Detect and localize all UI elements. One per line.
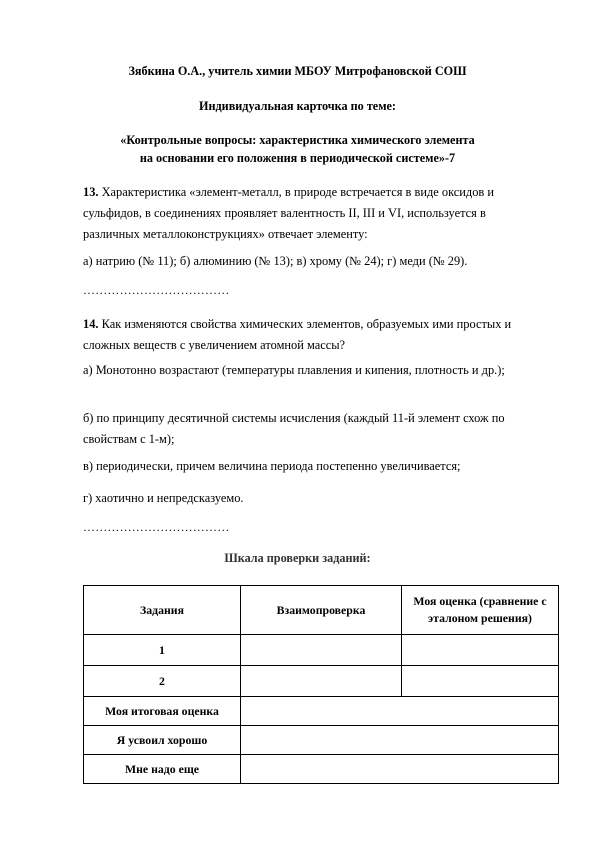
question-13-number: 13.	[83, 185, 99, 199]
question-13-text: Характеристика «элемент-металл, в природе встречается в виде оксидов и сульфидов, в соединениях проявляет валентность II, III и VI, используется в различных металлоконструкциях» отвечает элементу:	[83, 185, 494, 241]
topic-line-1: «Контрольные вопросы: характеристика химического элемента	[120, 133, 475, 147]
question-14-option-d: г) хаотично и непредсказуемо.	[83, 491, 244, 505]
header-tasks: Задания	[84, 586, 241, 635]
check-table	[83, 585, 559, 784]
summary-cell[interactable]	[241, 755, 559, 784]
summary-cell[interactable]	[241, 697, 559, 726]
summary-label: Моя итоговая оценка	[84, 697, 241, 726]
question-13-options: а) натрию (№ 11); б) алюминию (№ 13); в) хрому (№ 24); г) меди (№ 29).	[83, 254, 468, 268]
summary-row	[84, 697, 559, 726]
author-line: Зябкина О.А., учитель химии МБОУ Митрофановской СОШ	[128, 64, 467, 78]
peer-review-cell[interactable]	[241, 635, 402, 666]
summary-cell[interactable]	[241, 726, 559, 755]
summary-row	[84, 726, 559, 755]
my-grade-cell[interactable]	[402, 635, 559, 666]
question-14-number: 14.	[83, 317, 99, 331]
table-header-row	[84, 586, 559, 635]
table-title: Шкала проверки заданий:	[224, 551, 371, 565]
my-grade-cell[interactable]	[402, 666, 559, 697]
task-number: 1	[84, 635, 241, 666]
peer-review-cell[interactable]	[241, 666, 402, 697]
question-14-answer-line: ………………………………	[83, 520, 230, 534]
question-13	[83, 182, 533, 245]
question-14-option-c: в) периодически, причем величина периода постепенно увеличивается;	[83, 459, 461, 473]
question-14-option-b: б) по принципу десятичной системы исчисления (каждый 11-й элемент схож по свойствам с 1-м);	[83, 411, 505, 446]
header-my-grade: Моя оценка (сравнение с эталоном решения)	[402, 586, 559, 635]
task-number: 2	[84, 666, 241, 697]
question-13-answer-line: ………………………………	[83, 283, 230, 297]
table-row	[84, 635, 559, 666]
question-14-option-a: а) Монотонно возрастают (температуры плавления и кипения, плотность и др.);	[83, 363, 505, 377]
card-title: Индивидуальная карточка по теме:	[199, 99, 396, 113]
question-14	[83, 314, 523, 356]
question-14-text: Как изменяются свойства химических элементов, образуемых ими простых и сложных веществ с увеличением атомной массы?	[83, 317, 512, 352]
topic-line-2: на основании его положения в периодической системе»-7	[139, 151, 456, 165]
summary-label: Я усвоил хорошо	[84, 726, 241, 755]
summary-label: Мне надо еще	[84, 755, 241, 784]
header-peer-review: Взаимопроверка	[241, 586, 402, 635]
summary-row	[84, 755, 559, 784]
table-row	[84, 666, 559, 697]
